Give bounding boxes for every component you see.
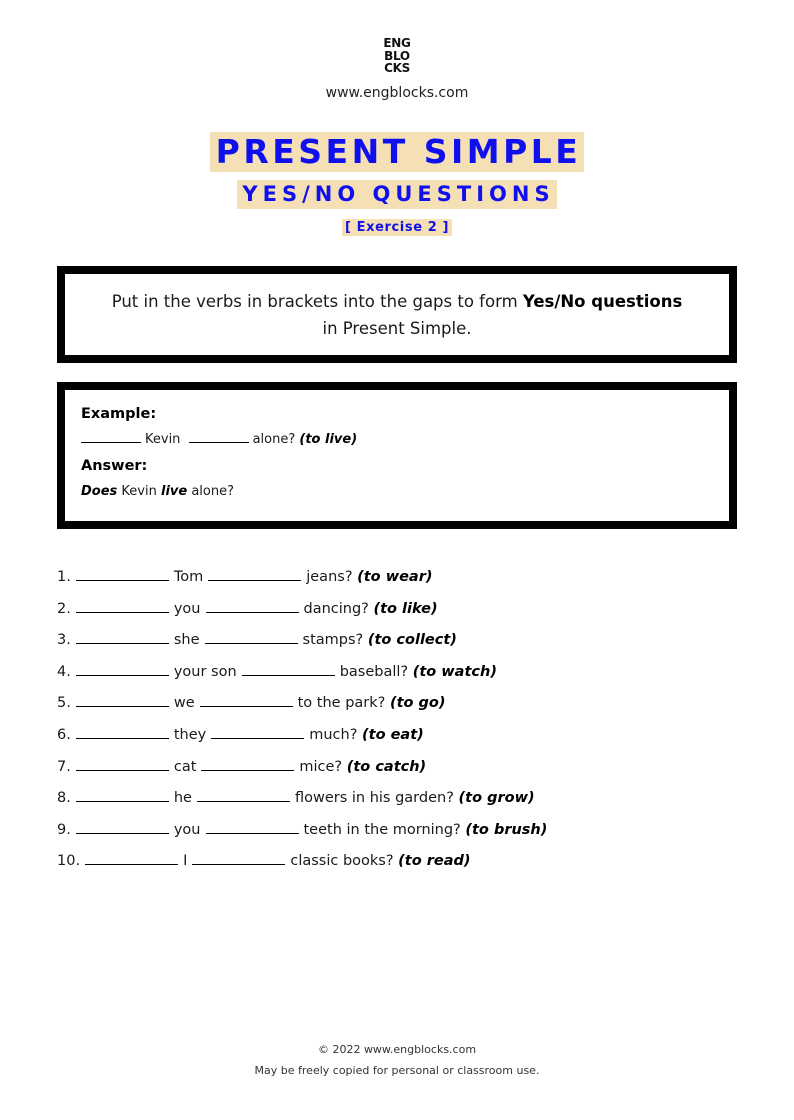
answer-blank[interactable]	[76, 661, 169, 676]
exercise-hint: (to go)	[389, 695, 446, 712]
exercise-item	[57, 692, 757, 724]
answer-subject: Kevin	[121, 484, 157, 499]
exercise-rest: classic books?	[290, 853, 394, 870]
exercise-item	[57, 629, 757, 661]
answer-blank[interactable]	[76, 692, 169, 707]
answer-blank[interactable]	[205, 629, 298, 644]
answer-aux: Does	[81, 484, 118, 499]
example-blank	[189, 430, 249, 443]
exercise-item	[57, 661, 757, 693]
exercise-rest: flowers in his garden?	[294, 790, 454, 807]
answer-blank[interactable]	[201, 756, 294, 771]
answer-blank[interactable]	[76, 756, 169, 771]
exercise-rest: teeth in the morning?	[303, 821, 461, 838]
exercise-rest: jeans?	[306, 569, 353, 585]
answer-blank[interactable]	[85, 850, 178, 865]
exercise-number: 2.	[57, 600, 71, 617]
exercise-number: 3.	[57, 632, 71, 649]
answer-blank[interactable]	[200, 692, 293, 707]
exercise-item	[57, 724, 757, 756]
site-url: www.engblocks.com	[325, 85, 469, 101]
instruction-box	[57, 266, 737, 363]
logo-line: BLO	[384, 48, 410, 63]
answer-sentence	[81, 482, 713, 502]
exercise-number: 8.	[57, 790, 71, 807]
exercise-subject: cat	[173, 758, 197, 775]
exercise-number: 7.	[57, 758, 71, 775]
exercise-item	[57, 598, 757, 630]
exercise-hint: (to grow)	[458, 790, 535, 807]
exercise-hint: (to brush)	[465, 821, 548, 838]
exercise-subject: you	[173, 821, 201, 838]
exercise-rest: baseball?	[339, 663, 409, 680]
example-hint: (to live)	[299, 432, 358, 447]
exercise-hint: (to collect)	[367, 632, 457, 649]
exercise-number: 10.	[57, 853, 81, 870]
exercise-number: 6.	[57, 726, 71, 743]
answer-blank[interactable]	[197, 787, 290, 802]
example-label: Example:	[81, 406, 157, 422]
engblocks-logo	[0, 37, 794, 75]
answer-blank[interactable]	[211, 724, 304, 739]
answer-blank[interactable]	[76, 787, 169, 802]
exercise-hint: (to catch)	[346, 758, 427, 775]
exercise-subject: they	[173, 726, 207, 743]
exercise-item	[57, 756, 757, 788]
example-box	[57, 382, 737, 529]
instruction-text: Put in the verbs in brackets into the gaps to form	[111, 291, 523, 311]
page-subtitle: YES/NO QUESTIONS	[237, 180, 556, 209]
footer-copyright: © 2022 www.engblocks.com	[317, 1043, 477, 1056]
answer-blank[interactable]	[76, 819, 169, 834]
exercise-subject: she	[173, 632, 200, 649]
exercise-rest: stamps?	[302, 632, 364, 649]
page-title: PRESENT SIMPLE	[210, 132, 585, 172]
exercise-hint: (to watch)	[412, 663, 497, 680]
exercise-number: 1.	[57, 569, 71, 585]
exercise-hint: (to wear)	[357, 569, 433, 585]
exercise-list	[57, 566, 757, 882]
answer-blank[interactable]	[76, 629, 169, 644]
exercise-hint: (to like)	[373, 600, 438, 617]
answer-blank[interactable]	[208, 566, 301, 581]
answer-blank[interactable]	[76, 724, 169, 739]
exercise-subject: Tom	[173, 569, 204, 585]
exercise-rest: mice?	[299, 758, 343, 775]
exercise-label: [ Exercise 2 ]	[342, 219, 452, 236]
example-blank	[81, 430, 141, 443]
logo-line: CKS	[384, 61, 410, 75]
logo-line: ENG	[383, 36, 411, 50]
answer-blank[interactable]	[76, 566, 169, 581]
example-sentence	[81, 430, 713, 450]
exercise-rest: to the park?	[297, 695, 386, 712]
exercise-number: 5.	[57, 695, 71, 712]
footer-note: May be freely copied for personal or classroom use.	[254, 1064, 540, 1077]
exercise-subject: he	[173, 790, 192, 807]
exercise-number: 9.	[57, 821, 71, 838]
exercise-item	[57, 850, 757, 882]
example-subject: Kevin	[145, 432, 181, 447]
exercise-number: 4.	[57, 663, 71, 680]
exercise-item	[57, 819, 757, 851]
instruction-bold: Yes/No questions	[522, 291, 683, 311]
exercise-rest: dancing?	[303, 600, 369, 617]
example-rest: alone?	[252, 432, 296, 447]
answer-blank[interactable]	[242, 661, 335, 676]
exercise-subject: we	[173, 695, 195, 712]
answer-rest: alone?	[191, 484, 234, 499]
answer-verb: live	[160, 484, 188, 499]
answer-blank[interactable]	[192, 850, 285, 865]
exercise-item	[57, 566, 757, 598]
exercise-subject: you	[173, 600, 201, 617]
instruction-line-1	[65, 288, 729, 315]
exercise-subject: I	[183, 853, 188, 870]
instruction-line-2: in Present Simple.	[322, 318, 472, 338]
exercise-rest: much?	[309, 726, 358, 743]
exercise-subject: your son	[173, 663, 237, 680]
answer-blank[interactable]	[206, 598, 299, 613]
exercise-hint: (to read)	[398, 853, 471, 870]
answer-label: Answer:	[81, 458, 148, 474]
answer-blank[interactable]	[206, 819, 299, 834]
exercise-hint: (to eat)	[362, 726, 424, 743]
answer-blank[interactable]	[76, 598, 169, 613]
exercise-item	[57, 787, 757, 819]
